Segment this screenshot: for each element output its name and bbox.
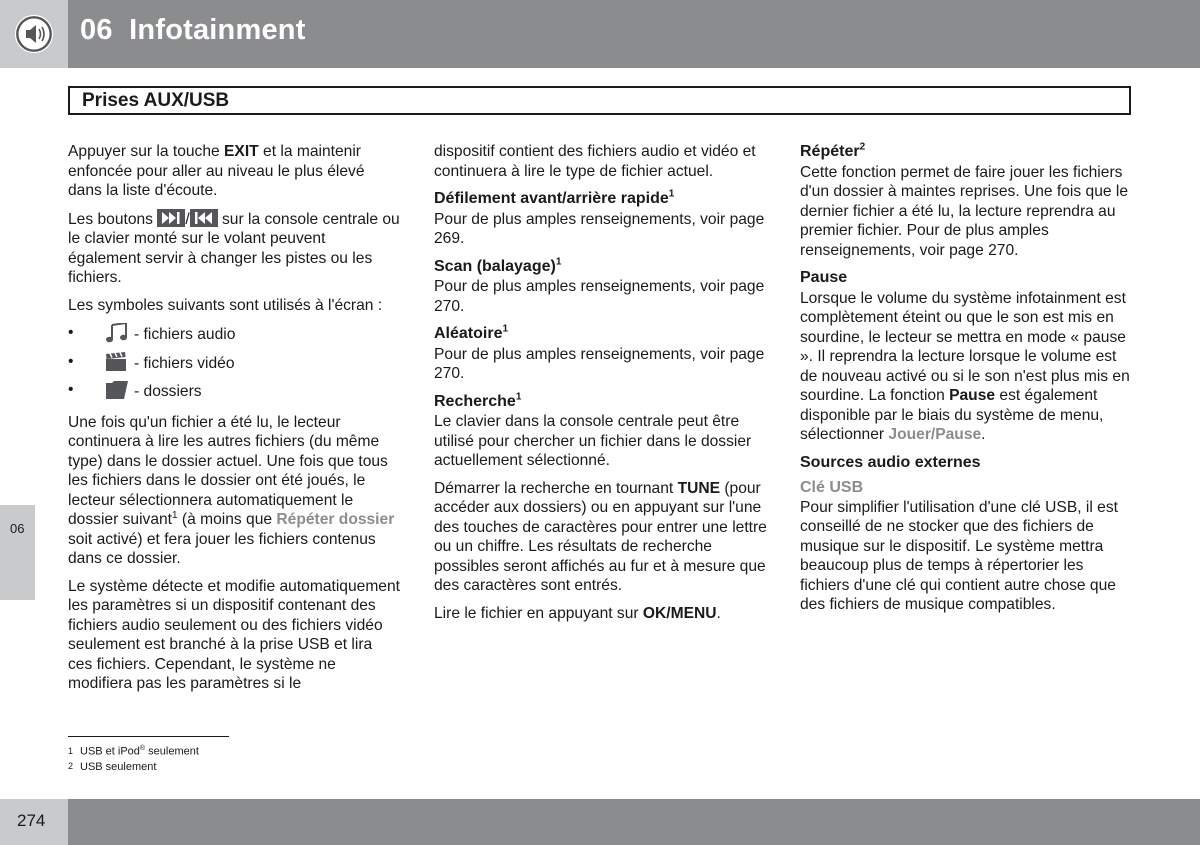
exit-key-label: EXIT [224,143,259,160]
paragraph-continued: dispositif contient des fichiers audio et vidéo et continuera à lire le type de fichier actuel. [434,143,756,180]
paragraph-continue [68,413,400,569]
text: Une fois qu'un fichier a été lu, le lecteur continuera à lire les autres fichiers (du même type) dans le dossier actuel. Une fois que tous les fichiers dans le dossier ont été joués, le lecteur sélectionnera automatiquement le dossier suivant [68,413,388,528]
heading-repeat [800,142,1135,162]
text: . [981,426,986,443]
footnote-ref: 2 [859,141,866,153]
tune-key-label: TUNE [677,479,721,497]
page-number: 274 [17,811,46,830]
heading-pause: Pause [800,269,848,286]
section-title: Prises AUX/USB [82,90,230,111]
section-title-box [68,86,1131,115]
bullet: • [68,324,74,341]
symbol-label-video: - fichiers vidéo [134,354,235,372]
footnote-divider [68,736,229,737]
speaker-icon [14,14,54,54]
list-item [68,380,400,409]
column-2 [434,142,774,631]
heading-text: Scan (balayage) [434,257,556,275]
text: soit activé) et fera jouer les fichiers contenus dans ce dossier. [68,530,376,567]
page-number-box [0,799,68,845]
column-1 [68,142,400,702]
menu-item-play-pause: Jouer/Pause [888,426,982,443]
list-item [68,323,400,352]
chapter-icon-box [0,0,68,68]
chapter-side-tab [0,505,35,600]
paragraph-scan: Pour de plus amples renseignements, voir page 270. [434,278,765,315]
paragraph-buttons [68,209,400,288]
heading-text: Répéter [800,143,860,160]
footnote-number: 1 [68,745,74,756]
registered-mark: ® [139,745,146,752]
skip-back-button-icon [190,209,218,227]
heading-random [434,324,774,344]
paragraph-exit [68,142,400,201]
footnote-text: USB et iPod [80,745,140,758]
text: sur la console centrale ou le clavier monté sur le volant peuvent également servir à changer les pistes ou les fichiers. [68,210,400,286]
heading-text: Défilement avant/arrière rapide [434,190,669,207]
list-item [68,352,400,381]
symbol-label-folders: - dossiers [134,383,202,400]
ok-menu-key-label: OK/MENU [642,604,717,622]
heading-fast-forward [434,189,774,209]
menu-item-repeat-folder: Répéter dossier [276,511,395,528]
paragraph-detect: Le système détecte et modifie automatiquement les paramètres si un dispositif contenant des fichiers audio seulement ou des fichiers vidéo seulement est branché à la prise USB et lira ces fichiers. Cependant, le système ne modifiera pas les paramètres si le [68,577,400,692]
symbol-label-audio: - fichiers audio [134,326,236,343]
chapter-header [0,0,1200,68]
heading-text: Aléatoire [434,325,503,342]
symbol-list [68,323,400,409]
column-3 [800,142,1135,623]
text: Appuyer sur la touche [68,143,225,160]
paragraph-tune [434,479,774,596]
text: . [716,604,721,622]
separator: / [185,210,190,228]
heading-scan [434,257,774,277]
text: Les boutons [68,210,158,228]
paragraph-usb-key: Pour simplifier l'utilisation d'une clé USB, il est conseillé de ne stocker que des fichiers de musique sur le dispositif. Le système mettra beaucoup plus de temps à répertorier les fichiers d'une clé qui contient autre chose que des fichiers de musique compatibles. [800,498,1118,613]
footnote-ref: 1 [515,391,522,403]
paragraph-random: Pour de plus amples renseignements, voir page 270. [434,345,765,382]
bullet: • [68,352,74,370]
clapperboard-icon [104,352,130,372]
page-footer [0,799,1200,845]
footnote-1 [68,742,199,759]
paragraph-fast-forward: Pour de plus amples renseignements, voir page 269. [434,210,765,247]
text: Lire le fichier en appuyant sur [434,604,643,622]
text: (à moins que [177,511,277,528]
chapter-title: 06 Infotainment [80,14,306,46]
heading-search [434,392,774,412]
text: Lorsque le volume du système infotainment est complètement éteint ou que le son est mis en sourdine, le lecteur se mettra en mode « pause ». Il reprendra la lecture lorsque le volume est de nouveau activé ou si le son n'est plus mis en sourdine. La fonction [800,289,1130,404]
music-note-icon [104,323,130,343]
subheading-usb-key: Clé USB [800,479,864,496]
paragraph-ok-menu [434,604,774,624]
footnote-text: USB seulement [80,760,157,773]
text: (pour accéder aux dossiers) ou en appuyant sur l'une des touches de caractères pour entrer une lettre ou un chiffre. Les résultats de recherche possibles seront affichés au fur et à mesure que des caractères sont entrés. [434,479,767,594]
paragraph-repeat: Cette fonction permet de faire jouer les fichiers d'un dossier à maintes reprises. Une fois que le dernier fichier a été lu, la lecture reprendra au premier fichier. Pour de plus amples renseignements, voir page 270. [800,163,1129,259]
footnote-text: seulement [145,745,199,758]
text: Démarrer la recherche en tournant [434,479,678,497]
heading-text: Recherche [434,392,516,410]
footnote-ref: 1 [668,188,675,200]
side-tab-label: 06 [10,521,25,536]
footnote-ref: 1 [502,323,509,335]
footnote-ref: 1 [555,256,562,268]
footnote-number: 2 [68,760,74,771]
heading-external-sources: Sources audio externes [800,453,981,471]
paragraph-symbols-intro: Les symboles suivants sont utilisés à l'écran : [68,296,383,314]
footnote-2 [68,759,199,774]
skip-forward-button-icon [157,209,185,227]
folder-icon [104,380,130,400]
text: et la maintenir enfoncée pour aller au niveau le plus élevé dans la liste d'écoute. [68,143,365,199]
bullet: • [68,381,74,398]
paragraph-pause [800,289,1135,445]
footnote-ref: 1 [172,509,178,521]
text: est également disponible par le biais du système de menu, sélectionner [800,387,1104,443]
footnotes [68,742,199,774]
pause-key-label: Pause [949,387,996,404]
paragraph-search: Le clavier dans la console centrale peut être utilisé pour chercher un fichier dans le dossier actuellement sélectionné. [434,413,752,469]
